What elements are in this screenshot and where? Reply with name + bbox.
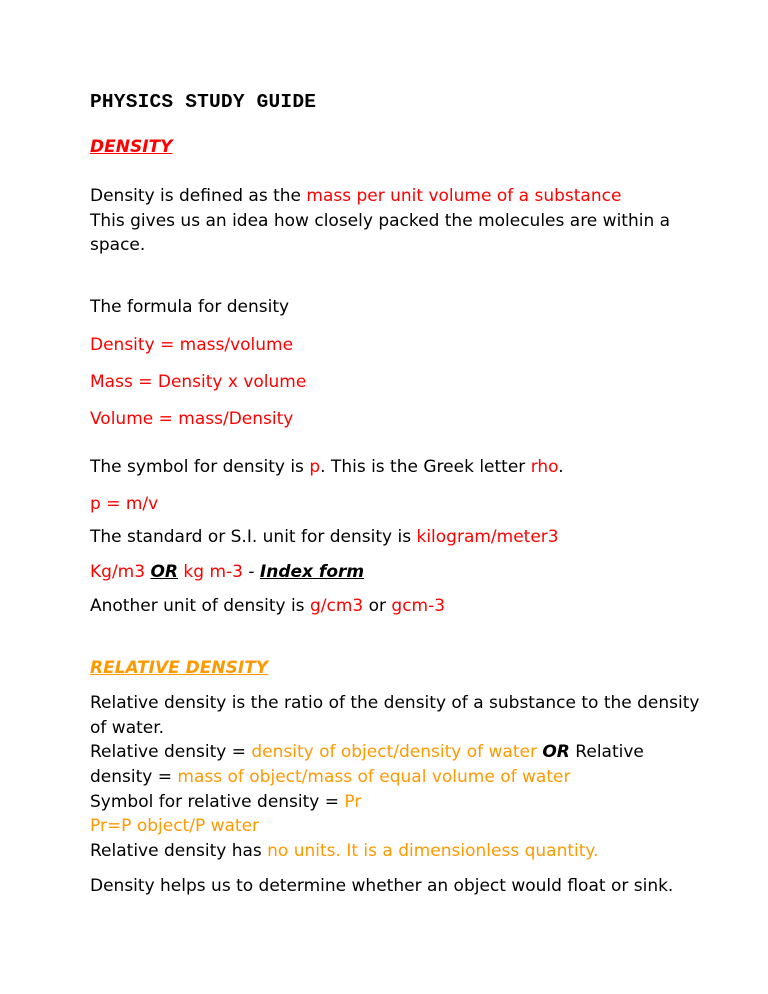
rd-prefix: Relative density =: [90, 742, 252, 762]
symbol-formula: p = m/v: [90, 494, 159, 514]
rd-units-prefix: Relative density has: [90, 841, 268, 861]
si-unit: kilogram/meter3: [416, 527, 559, 547]
unit-index-form: Index form: [259, 562, 365, 582]
another-prefix: Another unit of density is: [90, 596, 310, 616]
unit-or: OR: [150, 562, 178, 582]
symbol-name: rho: [530, 457, 559, 477]
rd-def-line1: Relative density is the ratio of the density of a substance to the density: [90, 693, 700, 713]
unit-forms-line: [90, 561, 364, 583]
symbol-value: p: [309, 457, 321, 477]
density-def-prefix: Density is defined as the: [90, 186, 307, 206]
rd-def-line2: of water.: [90, 718, 165, 738]
another-unit2: gcm-3: [391, 596, 446, 616]
density-def-line3: space.: [90, 235, 146, 255]
formula-density: Density = mass/volume: [90, 335, 294, 355]
relative-density-heading: RELATIVE DENSITY: [90, 658, 269, 678]
formula-volume: Volume = mass/Density: [90, 409, 294, 429]
rd-symbol-value: Pr: [344, 792, 362, 812]
rd-units-line: [90, 840, 598, 862]
unit-dash: -: [242, 562, 260, 582]
another-or: or: [363, 596, 392, 616]
density-def-line2: This gives us an idea how closely packed the molecules are within a: [90, 211, 671, 231]
another-unit-line: [90, 595, 445, 617]
symbol-prefix: The symbol for density is: [90, 457, 310, 477]
rd-units-highlight: no units. It is a dimensionless quantity.: [267, 841, 599, 861]
rd-symbol-prefix: Symbol for relative density =: [90, 792, 345, 812]
symbol-line: [90, 456, 564, 478]
rd-symbol-formula: Pr=P object/P water: [90, 816, 260, 836]
si-prefix: The standard or S.I. unit for density is: [90, 527, 417, 547]
rd-symbol-line: [90, 791, 361, 813]
unit-a: Kg/m3: [90, 562, 151, 582]
formula-intro: The formula for density: [90, 297, 290, 317]
rd-formula1: density of object/density of water: [251, 742, 537, 762]
density-definition: [90, 185, 621, 207]
rd-line2-prefix: density =: [90, 767, 178, 787]
density-def-highlight: mass per unit volume of a substance: [306, 186, 622, 206]
rd-or: OR: [542, 742, 570, 762]
symbol-end: .: [558, 457, 564, 477]
rd-formula-line2: [90, 766, 570, 788]
rd-formula-line1: [90, 741, 644, 763]
density-heading: DENSITY: [90, 137, 173, 157]
page-title: PHYSICS STUDY GUIDE: [90, 91, 317, 113]
unit-b: kg m-3: [178, 562, 243, 582]
another-unit1: g/cm3: [309, 596, 364, 616]
si-unit-line: [90, 526, 559, 548]
symbol-mid: . This is the Greek letter: [320, 457, 531, 477]
rd-suffix: Relative: [569, 742, 644, 762]
rd-formula2: mass of object/mass of equal volume of water: [177, 767, 571, 787]
float-sink-line: Density helps us to determine whether an object would float or sink.: [90, 876, 674, 896]
formula-mass: Mass = Density x volume: [90, 372, 307, 392]
